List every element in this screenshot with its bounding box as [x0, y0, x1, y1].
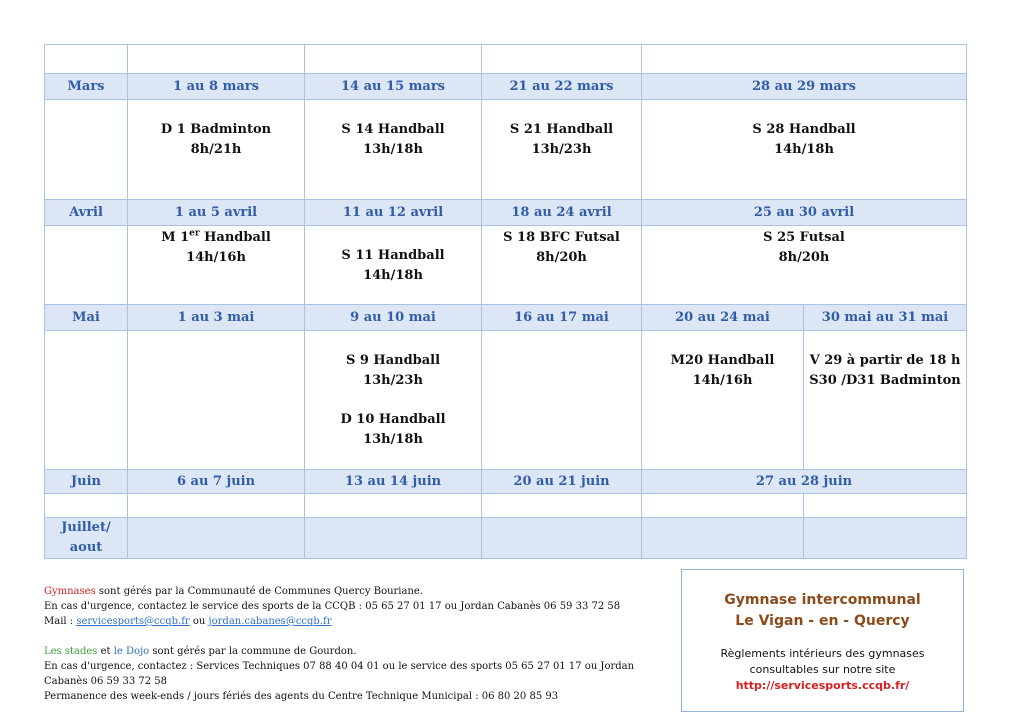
date-range: 20 au 21 juin	[482, 470, 642, 494]
event-title: S 18 BFC Futsal	[503, 230, 620, 245]
calendar-table	[44, 44, 967, 559]
event-cell	[305, 331, 482, 470]
mail-link[interactable]: servicesports@ccqb.fr	[76, 616, 190, 627]
event-title: S 11 Handball	[341, 248, 445, 263]
event-time: 14h/16h	[186, 250, 246, 265]
event-title: S 28 Handball	[752, 122, 856, 137]
date-range: 18 au 24 avril	[482, 200, 642, 226]
date-range: 20 au 24 mai	[642, 305, 804, 331]
month-header-row	[45, 518, 967, 559]
date-range: 30 mai au 31 mai	[804, 305, 967, 331]
event-time: 8h/20h	[536, 250, 587, 265]
month-label: Avril	[45, 200, 128, 226]
event-title: S 21 Handball	[509, 122, 614, 137]
date-range: 11 au 12 avril	[305, 200, 482, 226]
mail-link[interactable]: jordan.cabanes@ccqb.fr	[208, 616, 332, 627]
month-label: Juin	[45, 470, 128, 494]
date-range: 1 au 5 avril	[128, 200, 305, 226]
footer-line: Mail : servicesports@ccqb.fr ou jordan.cabanes@ccqb.fr	[44, 616, 332, 627]
event-title: D 10 Handball	[340, 412, 446, 427]
date-range: 14 au 15 mars	[305, 74, 482, 100]
event-time: 13h/18h	[363, 432, 423, 447]
event-cell	[642, 100, 967, 200]
event-time: 13h/18h	[363, 142, 423, 157]
event-cell	[128, 100, 305, 200]
date-range: 28 au 29 mars	[642, 74, 967, 100]
month-header-row	[45, 74, 967, 100]
website-link[interactable]: http://servicesports.ccqb.fr/	[735, 679, 910, 692]
event-row	[45, 226, 967, 305]
footer-line: Permanence des week-ends / jours fériés des agents du Centre Technique Municipal : 06 80 20 85 93	[44, 691, 559, 702]
date-range: 25 au 30 avril	[642, 200, 967, 226]
event-time: 13h/23h	[531, 142, 592, 157]
event-row	[45, 331, 967, 470]
event-time: 8h/21h	[190, 142, 242, 157]
event-cell	[305, 100, 482, 200]
event-title: S 14 Handball	[341, 122, 445, 137]
event-time: S30 /D31 Badminton	[809, 373, 961, 388]
date-range: 1 au 8 mars	[128, 74, 305, 100]
date-range: 27 au 28 juin	[642, 470, 967, 494]
event-title: S 9 Handball	[345, 353, 441, 368]
event-time: 14h/18h	[774, 142, 834, 157]
footer-line: Les stades et le Dojo sont gérés par la commune de Gourdon.	[44, 646, 357, 657]
date-range: 6 au 7 juin	[128, 470, 305, 494]
event-cell	[642, 331, 804, 470]
event-time: 14h/18h	[363, 268, 423, 283]
date-range: 16 au 17 mai	[482, 305, 642, 331]
event-time: 13h/23h	[363, 373, 423, 388]
month-header-row	[45, 305, 967, 331]
footer-line: En cas d'urgence, contactez le service des sports de la CCQB : 05 65 27 01 17 ou Jordan Cabanès 06 59 33 72 58	[44, 601, 621, 612]
event-cell	[804, 331, 967, 470]
event-cell	[482, 100, 642, 200]
date-range: 13 au 14 juin	[305, 470, 482, 494]
footer-line: En cas d'urgence, contactez : Services Techniques 07 88 40 04 01 ou le service des sports 05 65 27 01 17 ou Jordan Cabanès 06 59 33 72 58	[44, 661, 635, 687]
table-row	[45, 45, 967, 74]
event-cell	[642, 226, 967, 305]
event-title: V 29 à partir de 18 h	[809, 353, 961, 368]
month-header-row	[45, 470, 967, 494]
date-range: 1 au 3 mai	[128, 305, 305, 331]
event-title: S 25 Futsal	[763, 230, 845, 245]
event-row	[45, 100, 967, 200]
event-title: D 1 Badminton	[160, 122, 272, 137]
month-header-row	[45, 200, 967, 226]
date-range: 9 au 10 mai	[305, 305, 482, 331]
event-cell	[305, 226, 482, 305]
month-label: Mai	[45, 305, 128, 331]
month-label: Juillet/ aout	[45, 518, 128, 559]
info-box	[681, 569, 964, 712]
event-cell	[482, 226, 642, 305]
footer-notes	[44, 584, 674, 704]
event-row	[45, 494, 967, 518]
event-cell	[128, 226, 305, 305]
event-time: 14h/16h	[692, 373, 753, 388]
info-box-description: Règlements intérieurs des gymnases consultables sur notre site http://servicesports.ccqb.fr/	[720, 647, 925, 692]
event-title: M 1er Handball	[161, 228, 271, 245]
event-time: 8h/20h	[778, 250, 830, 265]
footer-line: Gymnases sont gérés par la Communauté de Communes Quercy Bouriane.	[44, 586, 424, 597]
month-label: Mars	[45, 74, 128, 100]
event-title: M20 Handball	[670, 353, 775, 368]
info-box-title: Gymnase intercommunal Le Vigan - en - Quercy	[724, 592, 921, 629]
date-range: 21 au 22 mars	[482, 74, 642, 100]
